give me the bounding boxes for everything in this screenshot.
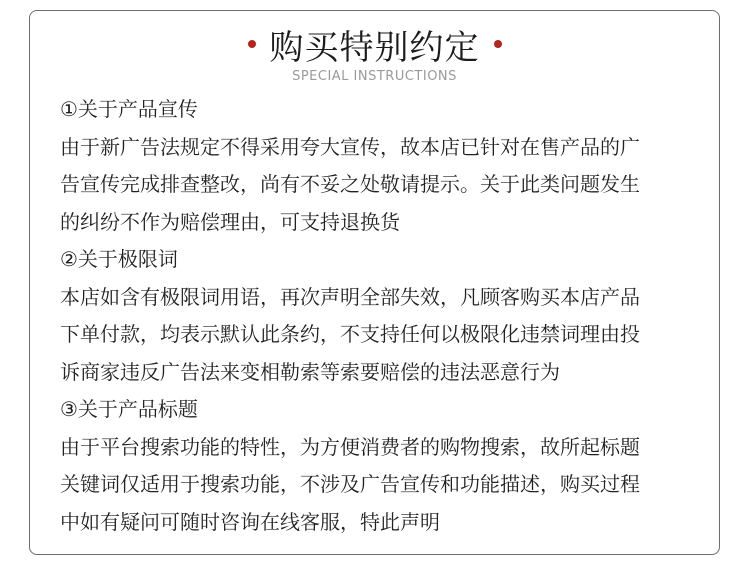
instructions-card: [29, 10, 720, 555]
right-dot-icon: [494, 40, 502, 48]
page-subtitle: SPECIAL INSTRUCTIONS: [292, 69, 457, 84]
section-text-line: 由于平台搜索功能的特性，为方便消费者的购物搜索，故所起标题: [60, 434, 640, 459]
section-text-line: 诉商家违反广告法来变相勒索等索要赔偿的违法恶意行为: [60, 359, 560, 384]
left-dot-icon: [248, 40, 256, 48]
section-text-line: 告宣传完成排查整改，尚有不妥之处敬请提示。关于此类问题发生: [60, 172, 640, 196]
section-text-line: 关键词仅适用于搜索功能，不涉及广告宣传和功能描述，购买过程: [60, 472, 640, 496]
section-text-line: 本店如含有极限词用语，再次声明全部失效，凡顾客购买本店产品: [60, 284, 640, 309]
section-heading-extreme-words: ②关于极限词: [60, 247, 178, 271]
instructions-body: [60, 91, 700, 541]
title-row: [30, 21, 719, 67]
section-heading-product-title: ③关于产品标题: [60, 397, 198, 421]
card-header: [30, 21, 719, 84]
section-text-line: 的纠纷不作为赔偿理由，可支持退换货: [60, 209, 400, 234]
section-text-line: 由于新广告法规定不得采用夸大宣传，故本店已针对在售产品的广: [60, 134, 640, 159]
section-text-line: 下单付款，均表示默认此条约，不支持任何以极限化违禁词理由投: [60, 322, 640, 346]
section-heading-promotion: ①关于产品宣传: [60, 97, 198, 121]
page-title: 购买特别约定: [269, 27, 480, 68]
section-text-line: 中如有疑问可随时咨询在线客服，特此声明: [60, 509, 440, 534]
